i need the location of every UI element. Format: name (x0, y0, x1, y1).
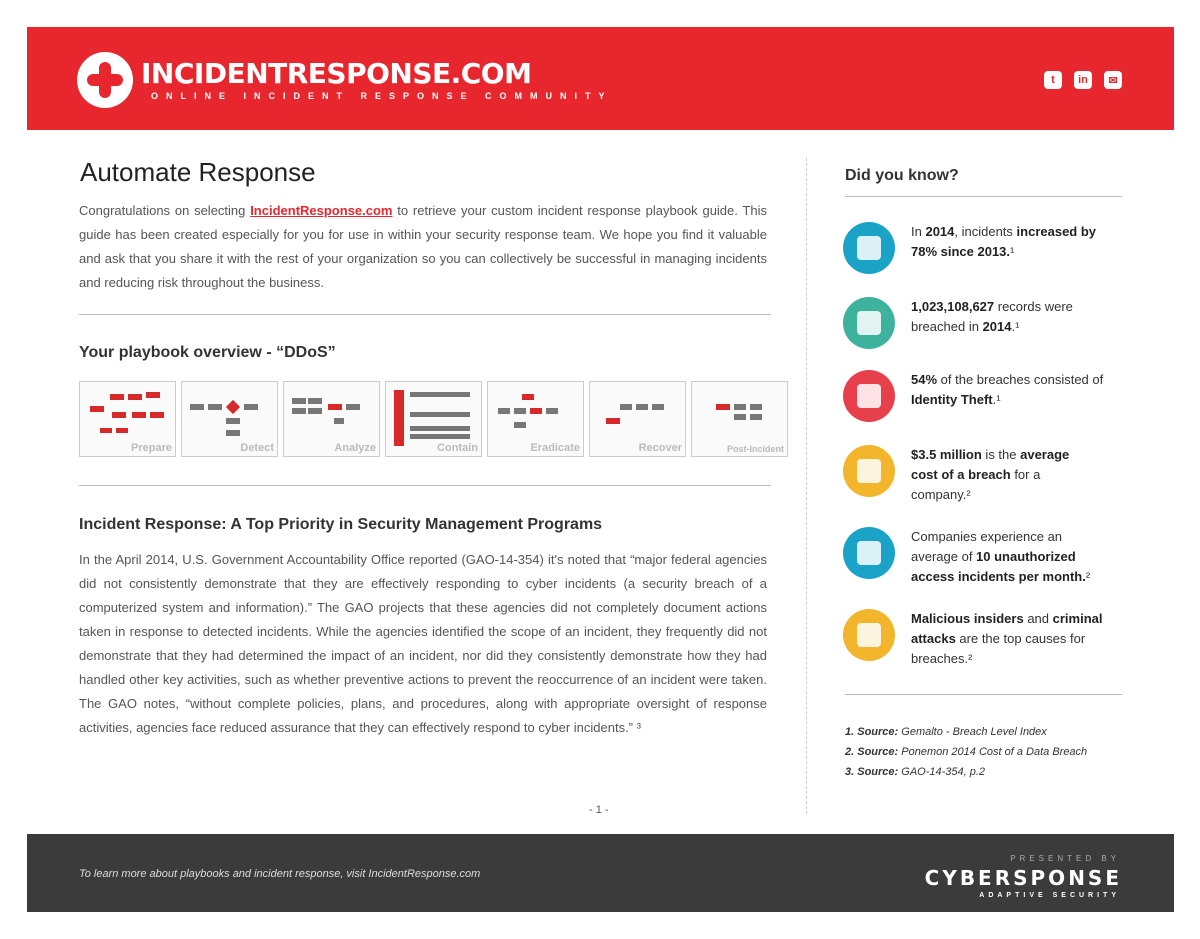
divider (845, 694, 1122, 695)
source-item: 1. Source: Gemalto - Breach Level Index (845, 726, 1047, 738)
phase-label: Detect (240, 442, 274, 454)
fact-item (843, 222, 1125, 274)
incidentresponse-link[interactable]: IncidentResponse.com (250, 203, 393, 218)
divider (79, 485, 771, 486)
intro-paragraph: Congratulations on selecting IncidentResponse.com to retrieve your custom incident response playbook guide. This guide has been created especially for you for use in within your security response team. We hope you find it valuable and ask that you share it with the rest of your organization so you can collectively be successful in managing incidents and reducing risk throughout the business. (79, 203, 767, 290)
fact-text: Companies experience an average of 10 unauthorized access incidents per month.² (911, 529, 1091, 584)
cybersponse-logo[interactable]: CYBERSPONSE (924, 866, 1122, 890)
source-item: 2. Source: Ponemon 2014 Cost of a Data Breach (845, 746, 1088, 758)
phase-label: Analyze (334, 442, 376, 454)
logo-subtitle: ONLINE INCIDENT RESPONSE COMMUNITY (151, 91, 613, 101)
phase-label: Contain (437, 442, 478, 454)
page-header (27, 27, 1174, 130)
section-body: In the April 2014, U.S. Government Accountability Office reported (GAO-14-354) it's noted that “major federal agencies did not consistently demonstrate that they are effectively responding to cyber incidents (a security breach of a computerized system and information).” The GAO projects that these agencies did not completely document actions taken in response to detected incidents. While the agencies identified the scope of an incident, they frequently did not demonstrate that they had determined the impact of an incident, nor did they consistently demonstrate how they had handled other key activities, such as whether preventive actions to prevent the reoccurrence of an incident were taken. The GAO notes, “without complete policies, plans, and procedures, along with appropriate oversight of response activities, agencies face reduced assurance that they can effectively respond to cyber incidents.” ³ (79, 552, 767, 735)
fact-item (843, 370, 1125, 422)
computer-monitor-icon (843, 527, 895, 579)
fact-item (843, 609, 1111, 669)
fact-text: $3.5 million is the average cost of a breach for a company.² (911, 447, 1070, 502)
fact-text: Malicious insiders and criminal attacks are the top causes for breaches.² (911, 611, 1103, 666)
incident-response-logo-icon[interactable] (77, 52, 133, 108)
cybersponse-tagline: ADAPTIVE SECURITY (979, 892, 1120, 899)
phase-thumbnail-detect[interactable] (181, 381, 278, 457)
page-footer (27, 834, 1174, 912)
section-heading: Incident Response: A Top Priority in Security Management Programs (79, 516, 603, 533)
overview-heading: Your playbook overview - “DDoS” (79, 344, 336, 361)
presented-by: PRESENTED BY (1010, 854, 1120, 863)
logo-text[interactable]: INCIDENTRESPONSE.COM (141, 57, 532, 90)
page-title: Automate Response (80, 157, 316, 187)
playbook-thumbnails (79, 381, 788, 457)
divider (845, 196, 1122, 197)
divider (79, 314, 771, 315)
masked-attacker-icon (843, 609, 895, 661)
phase-label: Eradicate (530, 442, 580, 454)
identity-person-icon (843, 370, 895, 422)
fact-text: In 2014, incidents increased by 78% since 2013.¹ (911, 224, 1097, 259)
phase-label: Recover (638, 442, 682, 454)
phase-thumbnail-recover[interactable] (589, 381, 686, 457)
phase-thumbnail-post-incident[interactable] (691, 381, 788, 457)
social-links (1044, 71, 1122, 89)
phase-thumbnail-prepare[interactable] (79, 381, 176, 457)
phase-label: Post-Incident (726, 444, 784, 454)
fact-item (843, 445, 1081, 505)
cloud-upload-icon (843, 297, 895, 349)
cost-chart-icon (843, 445, 895, 497)
fact-item (843, 297, 1125, 349)
phase-thumbnail-eradicate[interactable] (487, 381, 584, 457)
fact-text: 1,023,108,627 records were breached in 2014.¹ (911, 299, 1073, 334)
sidebar-heading: Did you know? (845, 167, 959, 184)
email-icon[interactable]: ✉ (1104, 71, 1122, 89)
twitter-icon[interactable]: t (1044, 71, 1062, 89)
column-divider (806, 158, 807, 814)
footer-text: To learn more about playbooks and incident response, visit IncidentResponse.com (79, 868, 481, 880)
page-number: - 1 - (589, 804, 609, 816)
phase-thumbnail-contain[interactable] (385, 381, 482, 457)
magnifier-chart-icon (843, 222, 895, 274)
linkedin-icon[interactable]: in (1074, 71, 1092, 89)
fact-text: 54% of the breaches consisted of Identity Theft.¹ (911, 372, 1104, 407)
source-item: 3. Source: GAO-14-354, p.2 (845, 766, 986, 778)
fact-item (843, 527, 1111, 587)
phase-label: Prepare (131, 442, 172, 454)
sources-list (845, 722, 1087, 782)
phase-thumbnail-analyze[interactable] (283, 381, 380, 457)
